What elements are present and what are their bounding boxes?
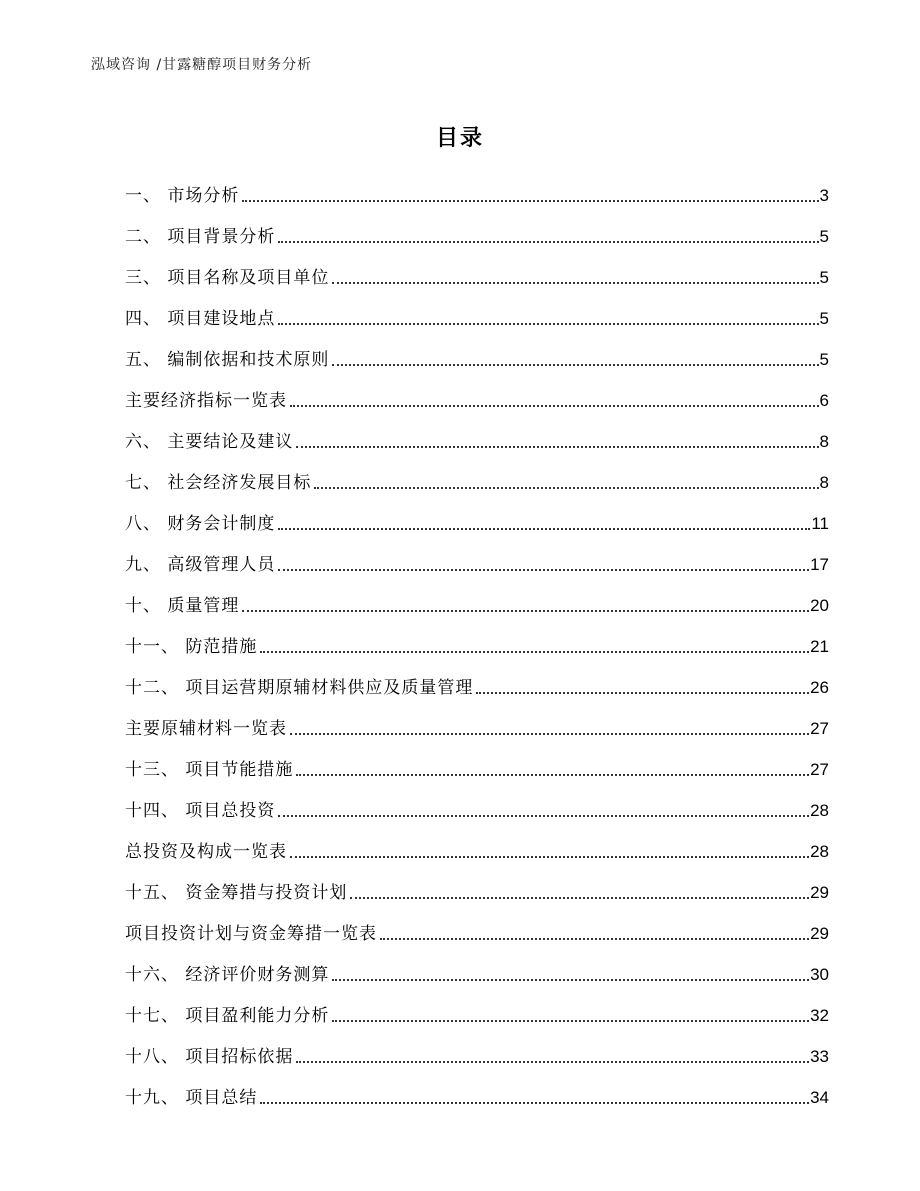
toc-entry-17[interactable] xyxy=(125,830,829,871)
toc-entry-label: 十八、 项目招标依据 xyxy=(125,1047,294,1067)
toc-leader-dots xyxy=(332,364,818,366)
toc-entry-label: 五、 编制依据和技术原则 xyxy=(125,350,330,370)
toc-entry-page: 11 xyxy=(811,514,829,533)
toc-entry-page: 21 xyxy=(810,637,829,656)
toc-leader-dots xyxy=(242,200,818,202)
toc-entry-page: 20 xyxy=(810,596,829,615)
toc-leader-dots xyxy=(350,897,809,899)
table-of-contents xyxy=(125,174,829,1117)
toc-entry-9[interactable] xyxy=(125,502,829,543)
toc-leader-dots xyxy=(260,1102,809,1104)
toc-entry-3[interactable] xyxy=(125,256,829,297)
toc-entry-label: 十一、 防范措施 xyxy=(125,637,258,657)
toc-leader-dots xyxy=(314,487,818,489)
toc-entry-23[interactable] xyxy=(125,1076,829,1117)
toc-entry-page: 27 xyxy=(810,760,829,779)
toc-entry-label: 十二、 项目运营期原辅材料供应及质量管理 xyxy=(125,678,474,698)
toc-entry-page: 5 xyxy=(819,350,829,369)
toc-entry-15[interactable] xyxy=(125,748,829,789)
toc-entry-label: 主要经济指标一览表 xyxy=(125,391,287,411)
toc-entry-1[interactable] xyxy=(125,174,829,215)
toc-entry-label: 七、 社会经济发展目标 xyxy=(125,473,312,493)
toc-leader-dots xyxy=(290,405,819,407)
toc-entry-label: 一、 市场分析 xyxy=(125,186,240,206)
toc-entry-7[interactable] xyxy=(125,420,829,461)
toc-leader-dots xyxy=(290,856,809,858)
toc-title: 目录 xyxy=(435,126,484,151)
page-header: 泓域咨询 /甘露糖醇项目财务分析 xyxy=(91,57,313,73)
toc-leader-dots xyxy=(296,1061,809,1063)
toc-entry-16[interactable] xyxy=(125,789,829,830)
toc-leader-dots xyxy=(332,1020,809,1022)
toc-entry-20[interactable] xyxy=(125,953,829,994)
toc-entry-label: 总投资及构成一览表 xyxy=(125,842,287,862)
toc-entry-11[interactable] xyxy=(125,584,829,625)
toc-entry-page: 28 xyxy=(810,842,829,861)
toc-entry-label: 四、 项目建设地点 xyxy=(125,309,276,329)
toc-entry-page: 28 xyxy=(810,801,829,820)
toc-leader-dots xyxy=(242,610,809,612)
toc-entry-page: 30 xyxy=(810,965,829,984)
toc-entry-label: 九、 高级管理人员 xyxy=(125,555,276,575)
toc-entry-page: 26 xyxy=(810,678,829,697)
toc-entry-page: 17 xyxy=(810,555,829,574)
toc-entry-label: 十九、 项目总结 xyxy=(125,1088,258,1108)
toc-entry-label: 主要原辅材料一览表 xyxy=(125,719,287,739)
toc-leader-dots xyxy=(296,774,809,776)
toc-entry-label: 十六、 经济评价财务测算 xyxy=(125,965,330,985)
toc-entry-page: 33 xyxy=(810,1047,829,1066)
toc-leader-dots xyxy=(476,692,809,694)
toc-entry-page: 8 xyxy=(819,473,829,492)
toc-entry-4[interactable] xyxy=(125,297,829,338)
toc-entry-page: 5 xyxy=(819,268,829,287)
toc-entry-page: 27 xyxy=(810,719,829,738)
header-divider xyxy=(91,80,829,81)
toc-entry-label: 十三、 项目节能措施 xyxy=(125,760,294,780)
toc-leader-dots xyxy=(290,733,809,735)
toc-leader-dots xyxy=(278,815,809,817)
toc-entry-label: 十五、 资金筹措与投资计划 xyxy=(125,883,348,903)
toc-leader-dots xyxy=(278,323,818,325)
toc-leader-dots xyxy=(278,569,809,571)
toc-leader-dots xyxy=(332,282,818,284)
toc-entry-label: 二、 项目背景分析 xyxy=(125,227,276,247)
toc-entry-page: 29 xyxy=(810,924,829,943)
toc-entry-page: 8 xyxy=(819,432,829,451)
toc-entry-page: 3 xyxy=(819,186,829,205)
toc-entry-21[interactable] xyxy=(125,994,829,1035)
toc-leader-dots xyxy=(332,979,809,981)
toc-entry-page: 6 xyxy=(819,391,829,410)
toc-entry-page: 5 xyxy=(819,309,829,328)
toc-entry-14[interactable] xyxy=(125,707,829,748)
toc-entry-label: 三、 项目名称及项目单位 xyxy=(125,268,330,288)
toc-entry-10[interactable] xyxy=(125,543,829,584)
toc-entry-page: 29 xyxy=(810,883,829,902)
toc-entry-18[interactable] xyxy=(125,871,829,912)
toc-entry-label: 十、 质量管理 xyxy=(125,596,240,616)
toc-entry-page: 34 xyxy=(810,1088,829,1107)
toc-entry-19[interactable] xyxy=(125,912,829,953)
toc-leader-dots xyxy=(278,528,810,530)
toc-entry-label: 项目投资计划与资金筹措一览表 xyxy=(125,924,377,944)
toc-entry-label: 十七、 项目盈利能力分析 xyxy=(125,1006,330,1026)
toc-entry-8[interactable] xyxy=(125,461,829,502)
toc-leader-dots xyxy=(278,241,818,243)
toc-entry-page: 32 xyxy=(810,1006,829,1025)
toc-entry-2[interactable] xyxy=(125,215,829,256)
toc-entry-label: 十四、 项目总投资 xyxy=(125,801,276,821)
toc-entry-22[interactable] xyxy=(125,1035,829,1076)
toc-entry-12[interactable] xyxy=(125,625,829,666)
toc-leader-dots xyxy=(260,651,809,653)
toc-entry-5[interactable] xyxy=(125,338,829,379)
toc-entry-6[interactable] xyxy=(125,379,829,420)
toc-entry-label: 八、 财务会计制度 xyxy=(125,514,276,534)
toc-leader-dots xyxy=(380,938,809,940)
toc-entry-13[interactable] xyxy=(125,666,829,707)
toc-leader-dots xyxy=(296,446,818,448)
toc-entry-page: 5 xyxy=(819,227,829,246)
toc-entry-label: 六、 主要结论及建议 xyxy=(125,432,294,452)
